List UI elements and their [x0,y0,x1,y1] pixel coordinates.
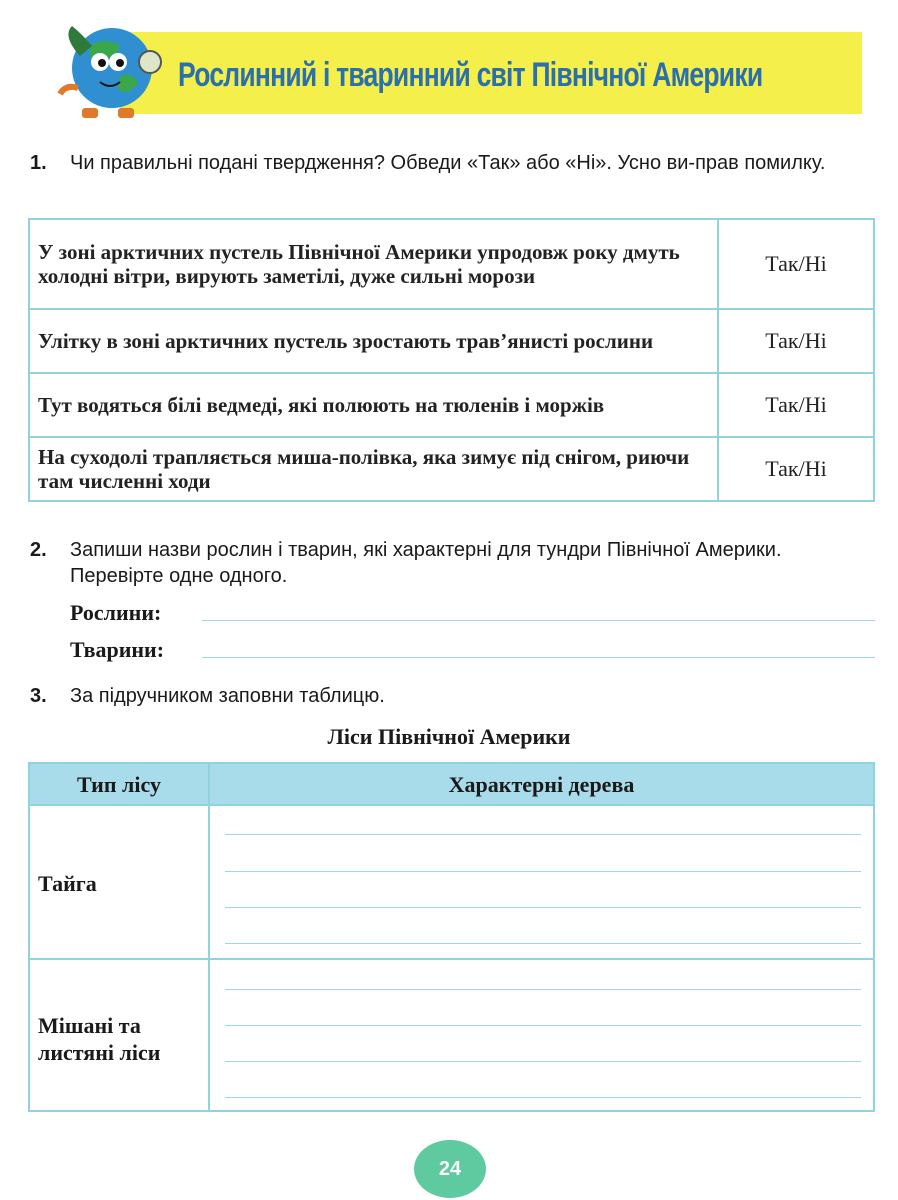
taiga-answer-line[interactable] [225,871,861,872]
statement-cell: Улітку в зоні арктичних пустель зростають трав’янисті рослини [29,309,718,373]
table-row [29,219,874,309]
table-row [29,373,874,437]
statement-cell: На суходолі трапляється миша-полівка, яка зимує під снігом, риючи там численні ходи [29,437,718,501]
row-divider [30,958,873,960]
task-number: 2. [30,539,47,561]
page-number: 24 [414,1140,486,1198]
row-label-taiga: Тайга [38,871,97,896]
taiga-answer-line[interactable] [225,943,861,944]
task-instruction: Чи правильні подані твердження? Обведи «Так» або «Ні». Усно ви-прав помилку. [70,152,826,174]
table-row [29,437,874,501]
task-instruction: За підручником заповни таблицю. [70,685,385,707]
plants-answer-line[interactable] [202,620,875,621]
taiga-answer-line[interactable] [225,834,861,835]
row-label-mixed-forests-1: Мішані та [38,1013,141,1038]
taiga-answer-line[interactable] [225,907,861,908]
table-row [29,309,874,373]
column-header-forest-type: Тип лісу [77,772,161,797]
column-header-trees: Характерні дерева [448,772,635,797]
statement-cell: Тут водяться білі ведмеді, які полюють на тюленів і моржів [29,373,718,437]
task-number: 1. [30,152,47,174]
page-title: Рослинний і тваринний світ Північної Америки [178,56,763,94]
task-number: 3. [30,685,47,707]
row-label-mixed-forests-2: листяні ліси [38,1040,161,1065]
globe-mascot-icon [40,16,170,124]
table-title: Ліси Північної Америки [327,724,571,749]
true-false-table [28,218,875,502]
statement-cell: У зоні арктичних пустель Північної Америки упродовж року дмуть холодні вітри, вирують заметілі, дуже сильні морози [29,219,718,309]
answer-choice[interactable]: Так/Ні [718,437,874,501]
animals-answer-line[interactable] [202,657,875,658]
task-instruction: Запиши назви рослин і тварин, які характерні для тундри Північної Америки. Перевірте одне одного. [70,539,782,587]
mixed-answer-line[interactable] [225,989,861,990]
answer-choice[interactable]: Так/Ні [718,219,874,309]
mixed-answer-line[interactable] [225,1097,861,1098]
forests-table [28,762,875,1112]
plants-label: Рослини: [70,600,162,625]
answer-choice[interactable]: Так/Ні [718,373,874,437]
mixed-answer-line[interactable] [225,1025,861,1026]
mixed-answer-line[interactable] [225,1061,861,1062]
answer-choice[interactable]: Так/Ні [718,309,874,373]
column-divider [208,764,210,1110]
animals-label: Тварини: [70,637,165,662]
